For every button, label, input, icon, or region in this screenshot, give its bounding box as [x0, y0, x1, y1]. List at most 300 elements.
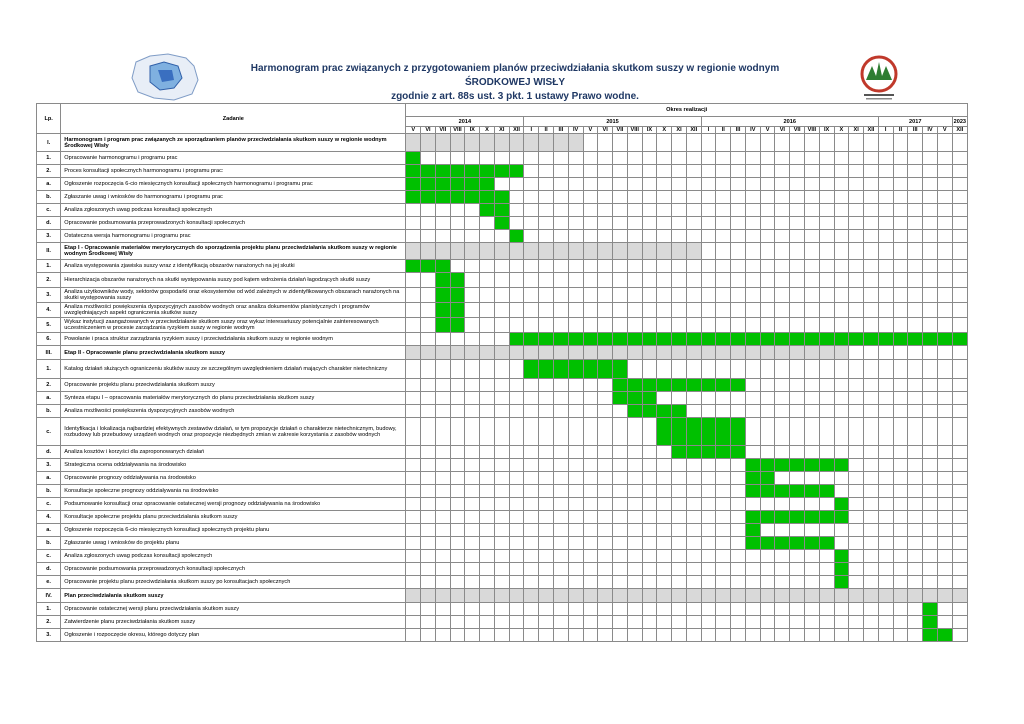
- task-description: Etap I - Opracowanie materiałów merytorycznych do sporządzenia projektu planu przeciwdziałania skutkom suszy w regionie wodnym Środkowej Wisły: [61, 243, 406, 260]
- gantt-empty-cell: [716, 498, 731, 511]
- gantt-empty-cell: [539, 318, 554, 333]
- gantt-empty-cell: [480, 405, 495, 418]
- gantt-empty-cell: [819, 204, 834, 217]
- gantt-empty-cell: [465, 152, 480, 165]
- gantt-empty-cell: [568, 392, 583, 405]
- gantt-empty-cell: [864, 191, 879, 204]
- gantt-bar-cell: [435, 318, 450, 333]
- gantt-empty-cell: [553, 165, 568, 178]
- gantt-bar-cell: [672, 333, 687, 346]
- row-number: b.: [37, 485, 61, 498]
- gantt-empty-cell: [642, 260, 657, 273]
- gantt-empty-cell: [524, 537, 539, 550]
- gantt-empty-cell: [553, 217, 568, 230]
- gantt-empty-cell: [834, 537, 849, 550]
- gantt-empty-cell: [834, 303, 849, 318]
- gantt-empty-cell: [716, 472, 731, 485]
- gantt-empty-cell: [627, 498, 642, 511]
- gantt-empty-cell: [494, 333, 509, 346]
- gantt-empty-cell: [716, 303, 731, 318]
- gantt-empty-cell: [686, 230, 701, 243]
- gantt-empty-cell: [642, 524, 657, 537]
- gantt-bar-cell: [657, 333, 672, 346]
- gantt-empty-cell: [923, 405, 938, 418]
- gantt-empty-cell: [878, 629, 893, 642]
- gantt-empty-cell: [937, 360, 952, 379]
- gantt-empty-cell: [952, 589, 967, 603]
- gantt-bar-cell: [539, 333, 554, 346]
- gantt-empty-cell: [716, 230, 731, 243]
- gantt-empty-cell: [686, 537, 701, 550]
- gantt-empty-cell: [790, 191, 805, 204]
- gantt-empty-cell: [731, 459, 746, 472]
- gantt-bar-cell: [406, 165, 421, 178]
- gantt-empty-cell: [952, 511, 967, 524]
- gantt-empty-cell: [613, 243, 628, 260]
- gantt-empty-cell: [642, 498, 657, 511]
- gantt-empty-cell: [937, 550, 952, 563]
- gantt-empty-cell: [878, 379, 893, 392]
- gantt-empty-cell: [701, 498, 716, 511]
- gantt-empty-cell: [642, 459, 657, 472]
- gantt-empty-cell: [849, 603, 864, 616]
- gantt-empty-cell: [672, 191, 687, 204]
- gantt-empty-cell: [509, 629, 524, 642]
- gantt-empty-cell: [745, 217, 760, 230]
- task-row: [37, 379, 968, 392]
- gantt-empty-cell: [686, 550, 701, 563]
- gantt-bar-cell: [509, 165, 524, 178]
- gantt-empty-cell: [819, 576, 834, 589]
- gantt-empty-cell: [760, 498, 775, 511]
- gantt-empty-cell: [775, 318, 790, 333]
- gantt-bar-cell: [450, 191, 465, 204]
- gantt-bar-cell: [834, 511, 849, 524]
- gantt-empty-cell: [790, 576, 805, 589]
- month-header: II: [539, 127, 554, 134]
- gantt-empty-cell: [480, 616, 495, 629]
- gantt-empty-cell: [627, 230, 642, 243]
- gantt-empty-cell: [406, 537, 421, 550]
- gantt-empty-cell: [937, 379, 952, 392]
- gantt-empty-cell: [553, 524, 568, 537]
- gantt-empty-cell: [583, 230, 598, 243]
- gantt-empty-cell: [701, 243, 716, 260]
- gantt-bar-cell: [480, 204, 495, 217]
- gantt-empty-cell: [583, 243, 598, 260]
- row-number: c.: [37, 498, 61, 511]
- gantt-empty-cell: [613, 629, 628, 642]
- gantt-empty-cell: [598, 629, 613, 642]
- gantt-empty-cell: [805, 446, 820, 459]
- gantt-empty-cell: [908, 392, 923, 405]
- gantt-empty-cell: [716, 459, 731, 472]
- gantt-empty-cell: [642, 485, 657, 498]
- gantt-empty-cell: [568, 563, 583, 576]
- gantt-empty-cell: [480, 446, 495, 459]
- gantt-empty-cell: [642, 346, 657, 360]
- gantt-bar-cell: [819, 511, 834, 524]
- task-row: [37, 204, 968, 217]
- gantt-empty-cell: [790, 392, 805, 405]
- gantt-empty-cell: [524, 273, 539, 288]
- gantt-empty-cell: [598, 616, 613, 629]
- gantt-empty-cell: [480, 260, 495, 273]
- task-row: [37, 603, 968, 616]
- gantt-empty-cell: [864, 589, 879, 603]
- gantt-empty-cell: [421, 392, 436, 405]
- gantt-empty-cell: [627, 217, 642, 230]
- gantt-empty-cell: [406, 204, 421, 217]
- gantt-empty-cell: [745, 191, 760, 204]
- gantt-empty-cell: [819, 629, 834, 642]
- gantt-empty-cell: [908, 537, 923, 550]
- section-row: [37, 243, 968, 260]
- gantt-empty-cell: [864, 178, 879, 191]
- gantt-empty-cell: [864, 152, 879, 165]
- gantt-empty-cell: [657, 260, 672, 273]
- gantt-empty-cell: [509, 392, 524, 405]
- month-header: XII: [686, 127, 701, 134]
- gantt-empty-cell: [406, 318, 421, 333]
- gantt-empty-cell: [893, 392, 908, 405]
- gantt-empty-cell: [509, 243, 524, 260]
- gantt-empty-cell: [775, 204, 790, 217]
- gantt-empty-cell: [908, 576, 923, 589]
- gantt-empty-cell: [686, 152, 701, 165]
- gantt-empty-cell: [465, 616, 480, 629]
- gantt-empty-cell: [465, 498, 480, 511]
- month-header: X: [834, 127, 849, 134]
- gantt-bar-cell: [406, 178, 421, 191]
- row-number: 5.: [37, 318, 61, 333]
- gantt-empty-cell: [716, 563, 731, 576]
- gantt-empty-cell: [494, 563, 509, 576]
- task-row: [37, 418, 968, 446]
- task-description: Ogłoszenie rozpoczęcia 6-cio miesięcznych konsultacji społecznych harmonogramu i programu prac: [61, 178, 406, 191]
- task-description: Opracowanie projektu planu przeciwdziałania skutkom suszy po konsultacjach społecznych: [61, 576, 406, 589]
- gantt-empty-cell: [421, 405, 436, 418]
- gantt-empty-cell: [878, 346, 893, 360]
- gantt-empty-cell: [893, 379, 908, 392]
- gantt-empty-cell: [864, 472, 879, 485]
- gantt-empty-cell: [509, 134, 524, 152]
- gantt-empty-cell: [598, 537, 613, 550]
- gantt-empty-cell: [834, 191, 849, 204]
- gantt-empty-cell: [908, 273, 923, 288]
- gantt-empty-cell: [583, 485, 598, 498]
- gantt-empty-cell: [893, 360, 908, 379]
- gantt-empty-cell: [406, 446, 421, 459]
- gantt-bar-cell: [805, 485, 820, 498]
- gantt-empty-cell: [406, 360, 421, 379]
- gantt-empty-cell: [421, 589, 436, 603]
- gantt-empty-cell: [568, 603, 583, 616]
- gantt-bar-cell: [494, 191, 509, 204]
- gantt-empty-cell: [878, 405, 893, 418]
- gantt-empty-cell: [627, 446, 642, 459]
- gantt-empty-cell: [805, 303, 820, 318]
- gantt-empty-cell: [937, 178, 952, 191]
- row-number: I.: [37, 134, 61, 152]
- gantt-empty-cell: [583, 405, 598, 418]
- gantt-empty-cell: [790, 165, 805, 178]
- gantt-empty-cell: [627, 134, 642, 152]
- gantt-bar-cell: [450, 303, 465, 318]
- gantt-empty-cell: [775, 230, 790, 243]
- gantt-empty-cell: [923, 576, 938, 589]
- row-number: b.: [37, 405, 61, 418]
- gantt-empty-cell: [553, 273, 568, 288]
- gantt-bar-cell: [524, 333, 539, 346]
- gantt-empty-cell: [731, 576, 746, 589]
- gantt-empty-cell: [568, 629, 583, 642]
- gantt-empty-cell: [731, 152, 746, 165]
- gantt-bar-cell: [435, 288, 450, 303]
- gantt-empty-cell: [598, 589, 613, 603]
- gantt-empty-cell: [524, 178, 539, 191]
- row-number: d.: [37, 446, 61, 459]
- gantt-empty-cell: [598, 134, 613, 152]
- gantt-empty-cell: [849, 243, 864, 260]
- gantt-empty-cell: [613, 524, 628, 537]
- gantt-empty-cell: [494, 134, 509, 152]
- gantt-empty-cell: [686, 511, 701, 524]
- gantt-empty-cell: [864, 550, 879, 563]
- gantt-empty-cell: [864, 418, 879, 446]
- gantt-empty-cell: [819, 446, 834, 459]
- gantt-empty-cell: [701, 204, 716, 217]
- gantt-empty-cell: [923, 418, 938, 446]
- gantt-empty-cell: [716, 603, 731, 616]
- gantt-empty-cell: [421, 152, 436, 165]
- gantt-empty-cell: [598, 165, 613, 178]
- month-header: I: [701, 127, 716, 134]
- gantt-empty-cell: [878, 446, 893, 459]
- gantt-empty-cell: [805, 629, 820, 642]
- gantt-empty-cell: [450, 346, 465, 360]
- gantt-empty-cell: [553, 152, 568, 165]
- gantt-empty-cell: [878, 243, 893, 260]
- gantt-empty-cell: [864, 165, 879, 178]
- gantt-empty-cell: [849, 392, 864, 405]
- gantt-empty-cell: [539, 629, 554, 642]
- gantt-bar-cell: [937, 629, 952, 642]
- gantt-empty-cell: [465, 629, 480, 642]
- gantt-empty-cell: [893, 563, 908, 576]
- gantt-empty-cell: [642, 134, 657, 152]
- gantt-empty-cell: [435, 629, 450, 642]
- month-header: XII: [864, 127, 879, 134]
- gantt-empty-cell: [406, 243, 421, 260]
- gantt-empty-cell: [672, 524, 687, 537]
- gantt-empty-cell: [775, 472, 790, 485]
- gantt-empty-cell: [878, 230, 893, 243]
- gantt-bar-cell: [731, 379, 746, 392]
- gantt-empty-cell: [553, 288, 568, 303]
- gantt-empty-cell: [819, 379, 834, 392]
- gantt-empty-cell: [937, 191, 952, 204]
- task-description: Zgłaszanie uwag i wniosków do harmonogramu i programu prac: [61, 191, 406, 204]
- gantt-empty-cell: [435, 204, 450, 217]
- gantt-empty-cell: [598, 318, 613, 333]
- gantt-empty-cell: [893, 152, 908, 165]
- row-number: a.: [37, 392, 61, 405]
- task-description: Ostateczna wersja harmonogramu i programu prac: [61, 230, 406, 243]
- gantt-empty-cell: [642, 360, 657, 379]
- gantt-empty-cell: [450, 550, 465, 563]
- task-description: Opracowanie prognozy oddziaływania na środowisko: [61, 472, 406, 485]
- month-header: IX: [819, 127, 834, 134]
- gantt-empty-cell: [701, 392, 716, 405]
- gantt-empty-cell: [952, 134, 967, 152]
- gantt-empty-cell: [864, 576, 879, 589]
- gantt-empty-cell: [480, 537, 495, 550]
- gantt-empty-cell: [864, 318, 879, 333]
- month-header: III: [553, 127, 568, 134]
- gantt-empty-cell: [775, 563, 790, 576]
- gantt-bar-cell: [701, 418, 716, 446]
- gantt-empty-cell: [745, 318, 760, 333]
- gantt-empty-cell: [465, 485, 480, 498]
- gantt-empty-cell: [627, 152, 642, 165]
- gantt-empty-cell: [731, 524, 746, 537]
- gantt-empty-cell: [642, 318, 657, 333]
- gantt-empty-cell: [450, 230, 465, 243]
- gantt-empty-cell: [878, 360, 893, 379]
- gantt-bar-cell: [775, 485, 790, 498]
- gantt-empty-cell: [613, 230, 628, 243]
- month-header: VII: [435, 127, 450, 134]
- gantt-empty-cell: [568, 446, 583, 459]
- gantt-empty-cell: [760, 243, 775, 260]
- gantt-empty-cell: [657, 204, 672, 217]
- task-description: Konsultacje społeczne projektu planu przeciwdziałania skutkom suszy: [61, 511, 406, 524]
- gantt-empty-cell: [834, 134, 849, 152]
- gantt-bar-cell: [745, 524, 760, 537]
- gantt-empty-cell: [878, 217, 893, 230]
- gantt-empty-cell: [878, 589, 893, 603]
- gantt-empty-cell: [583, 616, 598, 629]
- gantt-empty-cell: [480, 472, 495, 485]
- task-row: [37, 405, 968, 418]
- task-description: Plan przeciwdziałania skutkom suszy: [61, 589, 406, 603]
- gantt-bar-cell: [435, 165, 450, 178]
- gantt-empty-cell: [627, 204, 642, 217]
- gantt-empty-cell: [509, 603, 524, 616]
- gantt-empty-cell: [819, 616, 834, 629]
- gantt-empty-cell: [672, 152, 687, 165]
- gantt-empty-cell: [937, 318, 952, 333]
- gantt-empty-cell: [465, 360, 480, 379]
- gantt-empty-cell: [908, 303, 923, 318]
- task-description: Powołanie i praca struktur zarządzania ryzykiem suszy i przeciwdziałania skutkom suszy w regionie wodnym: [61, 333, 406, 346]
- gantt-empty-cell: [775, 550, 790, 563]
- gantt-empty-cell: [908, 379, 923, 392]
- gantt-empty-cell: [834, 360, 849, 379]
- gantt-empty-cell: [716, 511, 731, 524]
- gantt-empty-cell: [819, 603, 834, 616]
- gantt-empty-cell: [450, 217, 465, 230]
- gantt-empty-cell: [613, 603, 628, 616]
- gantt-empty-cell: [435, 217, 450, 230]
- gantt-empty-cell: [598, 152, 613, 165]
- gantt-empty-cell: [952, 472, 967, 485]
- gantt-empty-cell: [672, 511, 687, 524]
- task-row: [37, 446, 968, 459]
- gantt-empty-cell: [480, 498, 495, 511]
- gantt-empty-cell: [849, 576, 864, 589]
- gantt-empty-cell: [524, 446, 539, 459]
- gantt-empty-cell: [435, 511, 450, 524]
- gantt-empty-cell: [686, 273, 701, 288]
- gantt-empty-cell: [613, 303, 628, 318]
- gantt-empty-cell: [421, 446, 436, 459]
- gantt-empty-cell: [450, 616, 465, 629]
- gantt-empty-cell: [480, 550, 495, 563]
- gantt-empty-cell: [701, 485, 716, 498]
- gantt-empty-cell: [923, 537, 938, 550]
- gantt-empty-cell: [819, 230, 834, 243]
- gantt-empty-cell: [524, 576, 539, 589]
- gantt-empty-cell: [849, 537, 864, 550]
- gantt-empty-cell: [893, 204, 908, 217]
- gantt-empty-cell: [834, 152, 849, 165]
- gantt-empty-cell: [450, 446, 465, 459]
- gantt-empty-cell: [790, 589, 805, 603]
- gantt-empty-cell: [494, 589, 509, 603]
- gantt-empty-cell: [790, 230, 805, 243]
- month-header: IV: [923, 127, 938, 134]
- gantt-empty-cell: [553, 563, 568, 576]
- gantt-empty-cell: [583, 165, 598, 178]
- gantt-empty-cell: [539, 576, 554, 589]
- gantt-empty-cell: [509, 346, 524, 360]
- gantt-empty-cell: [598, 550, 613, 563]
- gantt-empty-cell: [406, 485, 421, 498]
- gantt-empty-cell: [819, 589, 834, 603]
- gantt-empty-cell: [716, 260, 731, 273]
- gantt-empty-cell: [864, 360, 879, 379]
- gantt-empty-cell: [465, 204, 480, 217]
- gantt-empty-cell: [923, 589, 938, 603]
- gantt-empty-cell: [908, 589, 923, 603]
- gantt-empty-cell: [480, 333, 495, 346]
- gantt-empty-cell: [790, 243, 805, 260]
- period-header: Okres realizacji: [406, 104, 968, 117]
- gantt-empty-cell: [716, 152, 731, 165]
- gantt-empty-cell: [583, 204, 598, 217]
- gantt-empty-cell: [539, 459, 554, 472]
- gantt-empty-cell: [480, 511, 495, 524]
- gantt-empty-cell: [745, 629, 760, 642]
- gantt-empty-cell: [701, 537, 716, 550]
- gantt-empty-cell: [701, 288, 716, 303]
- gantt-empty-cell: [406, 303, 421, 318]
- gantt-empty-cell: [745, 616, 760, 629]
- gantt-empty-cell: [834, 243, 849, 260]
- gantt-empty-cell: [893, 230, 908, 243]
- gantt-empty-cell: [834, 405, 849, 418]
- gantt-empty-cell: [435, 405, 450, 418]
- gantt-empty-cell: [406, 418, 421, 446]
- gantt-empty-cell: [790, 418, 805, 446]
- gantt-empty-cell: [613, 152, 628, 165]
- gantt-empty-cell: [627, 260, 642, 273]
- gantt-empty-cell: [937, 418, 952, 446]
- gantt-empty-cell: [923, 563, 938, 576]
- gantt-empty-cell: [657, 230, 672, 243]
